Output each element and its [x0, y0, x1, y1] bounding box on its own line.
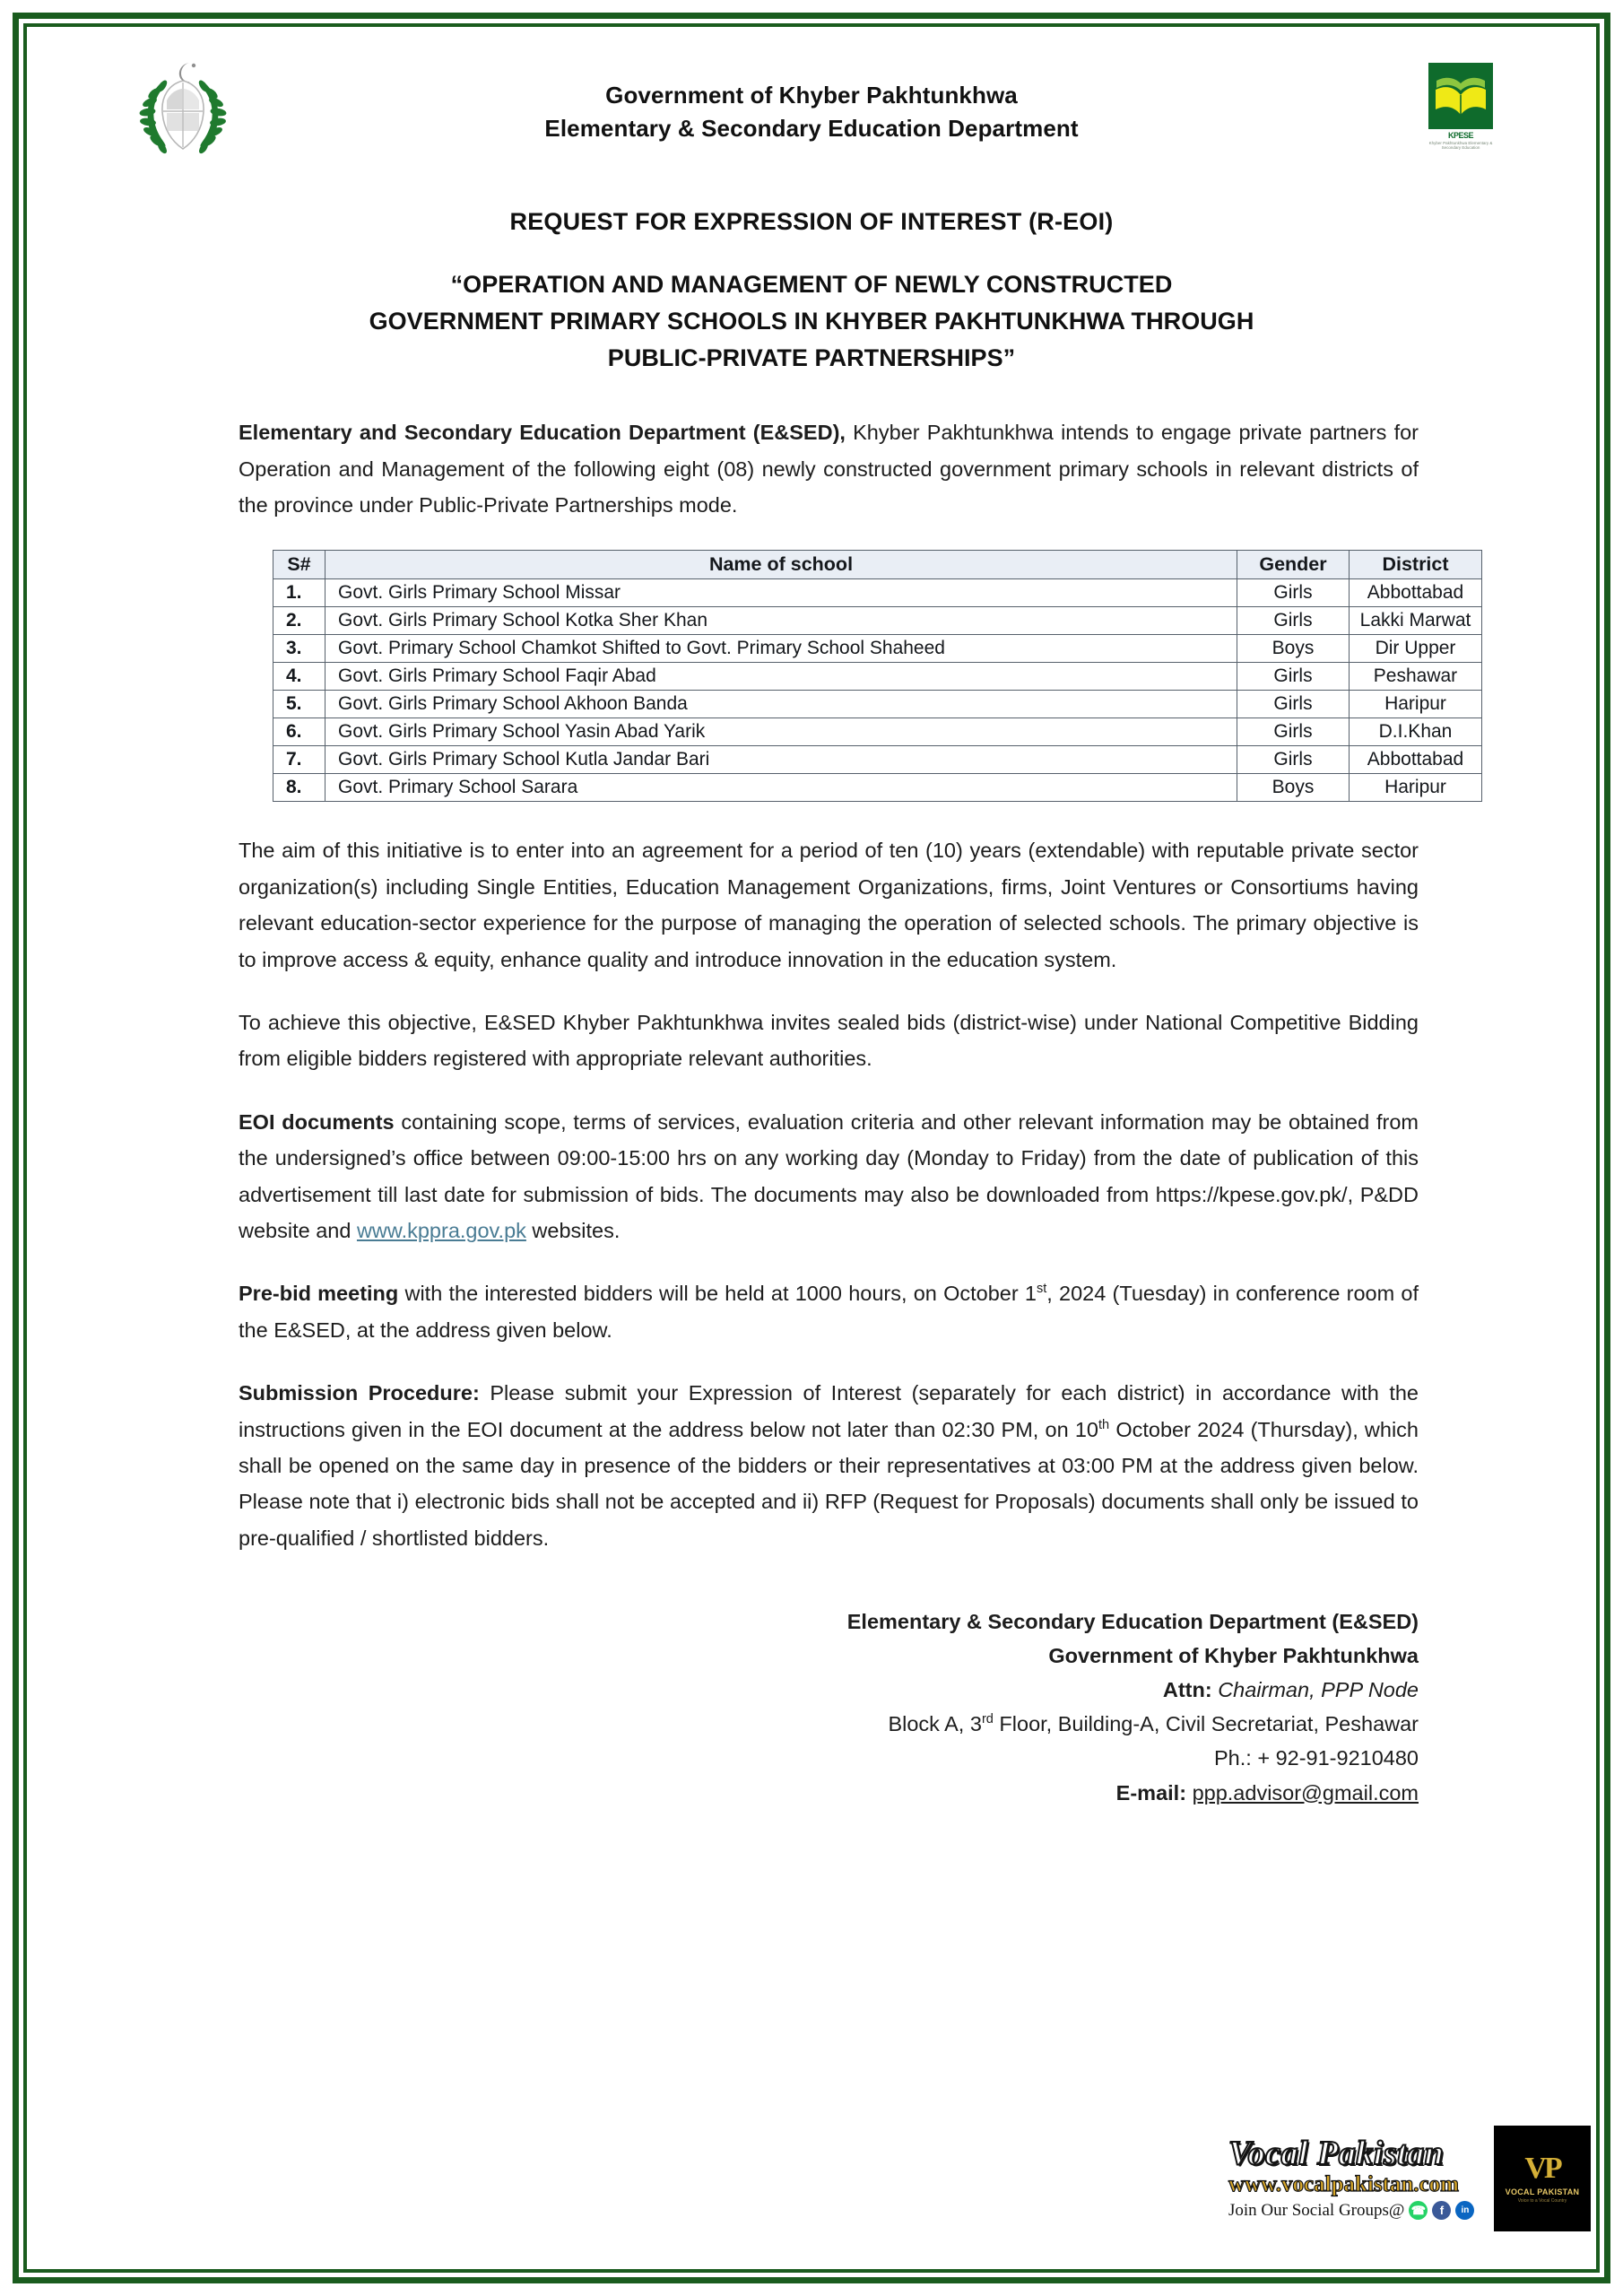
cell-school-name: Govt. Girls Primary School Kutla Jandar Bari — [325, 746, 1237, 774]
cell-school-name: Govt. Primary School Sarara — [325, 774, 1237, 802]
cell-school-name: Govt. Girls Primary School Akhoon Banda — [325, 691, 1237, 718]
eoi-text-part-2: websites. — [525, 1218, 621, 1242]
kpese-logo-sub: Khyber Pakhtunkhwa Elementary & Secondary Education — [1428, 141, 1493, 151]
cell-school-name: Govt. Girls Primary School Yasin Abad Yarik — [325, 718, 1237, 746]
cell-gender: Girls — [1237, 691, 1350, 718]
prebid-bold-lead: Pre-bid meeting — [239, 1282, 399, 1306]
watermark-logo-mark: VP — [1524, 2152, 1560, 2185]
email-link[interactable]: ppp.advisor@gmail.com — [1192, 1780, 1419, 1805]
cell-sn: 6. — [273, 718, 325, 746]
document-body — [32, 414, 1591, 1556]
eoi-bold-lead: EOI documents — [239, 1109, 395, 1134]
subtitle-line-3: PUBLIC-PRIVATE PARTNERSHIPS” — [607, 344, 1016, 372]
signature-phone: Ph.: + 92-91-9210480 — [1213, 1746, 1419, 1770]
submission-bold-lead: Submission Procedure: — [239, 1381, 480, 1405]
submission-text-part-2: October 2024 (Thursday), which shall be opened on the same day in presence of the bidders or their representatives at 03:00 PM at the address given below. Please note that i) electronic bids shall not be accepted and ii) RFP (Request for Proposals) documents shall only be issued to pre-qualified / shortlisted bidders. — [239, 1417, 1419, 1550]
page-title: REQUEST FOR EXPRESSION OF INTEREST (R-EOI) — [509, 208, 1114, 235]
cell-gender: Girls — [1237, 718, 1350, 746]
objective-paragraph: To achieve this objective, E&SED Khyber Pakhtunkhwa invites sealed bids (district-wise) under National Competitive Bidding from eligible bidders registered with appropriate relevant authorities. — [239, 1010, 1419, 1071]
cell-district: Haripur — [1350, 691, 1482, 718]
aim-paragraph: The aim of this initiative is to enter into an agreement for a period of ten (10) years (extendable) with reputable private sector organization(s) including Single Entities, Education Management Organizations, firms, Joint Ventures or Consortiums having relevant education-sector experience for the purpose of managing the operation of selected schools. The primary objective is to improve access & equity, enhance quality and introduce innovation in the education system. — [239, 839, 1419, 971]
schools-table — [273, 550, 1482, 802]
kpese-logo-label: KPESE — [1447, 131, 1473, 140]
watermark-social-row — [1228, 2201, 1494, 2221]
document-title-block — [32, 208, 1591, 377]
cell-district: Haripur — [1350, 774, 1482, 802]
cell-school-name: Govt. Girls Primary School Missar — [325, 579, 1237, 607]
intro-paragraph — [239, 414, 1419, 523]
signature-attn — [32, 1673, 1419, 1707]
prebid-ordinal-suffix: st — [1036, 1282, 1047, 1297]
eoi-documents-paragraph — [239, 1104, 1419, 1249]
table-row — [273, 663, 1482, 691]
intro-rest: Khyber Pakhtunkhwa intends to engage private partners for Operation and Management of the following eight (08) newly constructed government primary schools in relevant districts of the province under Public-Private Partnerships mode. — [239, 421, 1419, 517]
attn-value: Chairman, PPP Node — [1218, 1678, 1419, 1702]
watermark-logo-tagline: Voice to a Vocal Country — [1517, 2198, 1567, 2204]
watermark-logo-name: VOCAL PAKISTAN — [1505, 2187, 1580, 2196]
signature-address — [32, 1707, 1419, 1741]
document-header — [32, 47, 1591, 172]
submission-ordinal-suffix: th — [1098, 1417, 1110, 1432]
cell-district: Abbottabad — [1350, 746, 1482, 774]
email-label: E-mail: — [1115, 1780, 1187, 1805]
schools-table-body — [273, 579, 1482, 802]
cell-gender: Girls — [1237, 579, 1350, 607]
cell-sn: 3. — [273, 635, 325, 663]
subtitle-line-2: GOVERNMENT PRIMARY SCHOOLS IN KHYBER PAKHTUNKHWA THROUGH — [369, 308, 1254, 335]
table-row — [273, 691, 1482, 718]
address-post: Floor, Building-A, Civil Secretariat, Peshawar — [993, 1712, 1419, 1736]
watermark-brand: Vocal Pakistan — [1228, 2135, 1445, 2173]
cell-sn: 2. — [273, 607, 325, 635]
kpese-logo-mark — [1428, 63, 1493, 129]
cell-district: D.I.Khan — [1350, 718, 1482, 746]
cell-gender: Boys — [1237, 635, 1350, 663]
cell-sn: 8. — [273, 774, 325, 802]
address-ordinal-suffix: rd — [981, 1712, 994, 1727]
cell-school-name: Govt. Primary School Chamkot Shifted to Govt. Primary School Shaheed — [325, 635, 1237, 663]
table-row — [273, 718, 1482, 746]
linkedin-icon[interactable]: in — [1455, 2201, 1474, 2220]
cell-sn: 5. — [273, 691, 325, 718]
signature-block — [32, 1605, 1591, 1809]
signature-department: Elementary & Secondary Education Department (E&SED) — [846, 1610, 1419, 1634]
signature-government: Government of Khyber Pakhtunkhwa — [1048, 1644, 1419, 1668]
cell-gender: Girls — [1237, 607, 1350, 635]
kpese-logo-icon — [1428, 63, 1494, 156]
document-subtitle — [140, 266, 1483, 377]
submission-text-part-1: Please submit your Expression of Interest (separately for each district) in accordance with the instructions given in the EOI document at the address below not later than 02:30 PM, on 10 — [239, 1381, 1419, 1441]
cell-gender: Girls — [1237, 663, 1350, 691]
intro-bold-lead: Elementary and Secondary Education Department (E&SED), — [239, 421, 846, 445]
cell-school-name: Govt. Girls Primary School Faqir Abad — [325, 663, 1237, 691]
cell-district: Dir Upper — [1350, 635, 1482, 663]
attn-label: Attn: — [1162, 1678, 1212, 1702]
cell-sn: 7. — [273, 746, 325, 774]
watermark-join-text: Join Our Social Groups@ — [1228, 2200, 1405, 2220]
dept-line: Elementary & Secondary Education Department — [544, 114, 1079, 142]
column-header-name: Name of school — [325, 551, 1237, 579]
submission-procedure-paragraph — [239, 1375, 1419, 1556]
table-row — [273, 579, 1482, 607]
cell-sn: 4. — [273, 663, 325, 691]
watermark-logo-box — [1494, 2126, 1591, 2231]
address-pre: Block A, 3 — [888, 1712, 982, 1736]
watermark-url[interactable]: www.vocalpakistan.com — [1228, 2172, 1459, 2197]
whatsapp-icon[interactable]: ☎ — [1409, 2201, 1428, 2220]
gov-line: Government of Khyber Pakhtunkhwa — [605, 82, 1018, 109]
column-header-gender: Gender — [1237, 551, 1350, 579]
table-row — [273, 774, 1482, 802]
document-page — [32, 32, 1591, 2264]
cell-sn: 1. — [273, 579, 325, 607]
watermark-social-icons — [1409, 2201, 1474, 2220]
table-row — [273, 746, 1482, 774]
prebid-meeting-paragraph — [239, 1275, 1419, 1348]
column-header-district: District — [1350, 551, 1482, 579]
subtitle-line-1: “OPERATION AND MANAGEMENT OF NEWLY CONSTRUCTED — [450, 271, 1173, 298]
cell-school-name: Govt. Girls Primary School Kotka Sher Khan — [325, 607, 1237, 635]
table-row — [273, 607, 1482, 635]
table-header-row — [273, 551, 1482, 579]
prebid-text-part-2: , 2024 (Tuesday) in conference room of the E&SED, at the address given below. — [239, 1282, 1419, 1342]
vocal-pakistan-watermark — [1223, 2126, 1591, 2231]
cell-district: Peshawar — [1350, 663, 1482, 691]
header-title-group — [32, 79, 1591, 145]
eoi-text-part-1: containing scope, terms of services, evaluation criteria and other relevant information may be obtained from the undersigned’s office between 09:00-15:00 hrs on any working day (Monday to Friday) from the date of publication of this advertisement till last date for submission of bids. The documents may also be downloaded from https://kpese.gov.pk/, P&DD website and — [239, 1109, 1419, 1242]
column-header-sn: S# — [273, 551, 325, 579]
table-row — [273, 635, 1482, 663]
kppra-website-link[interactable]: www.kppra.gov.pk — [356, 1218, 526, 1242]
watermark-text-block — [1223, 2126, 1494, 2231]
cell-district: Abbottabad — [1350, 579, 1482, 607]
schools-table-wrapper — [239, 550, 1471, 802]
facebook-icon[interactable]: f — [1432, 2201, 1451, 2220]
cell-district: Lakki Marwat — [1350, 607, 1482, 635]
cell-gender: Girls — [1237, 746, 1350, 774]
cell-gender: Boys — [1237, 774, 1350, 802]
prebid-text-part-1: with the interested bidders will be held at 1000 hours, on October 1 — [398, 1282, 1037, 1306]
signature-email — [32, 1776, 1419, 1810]
